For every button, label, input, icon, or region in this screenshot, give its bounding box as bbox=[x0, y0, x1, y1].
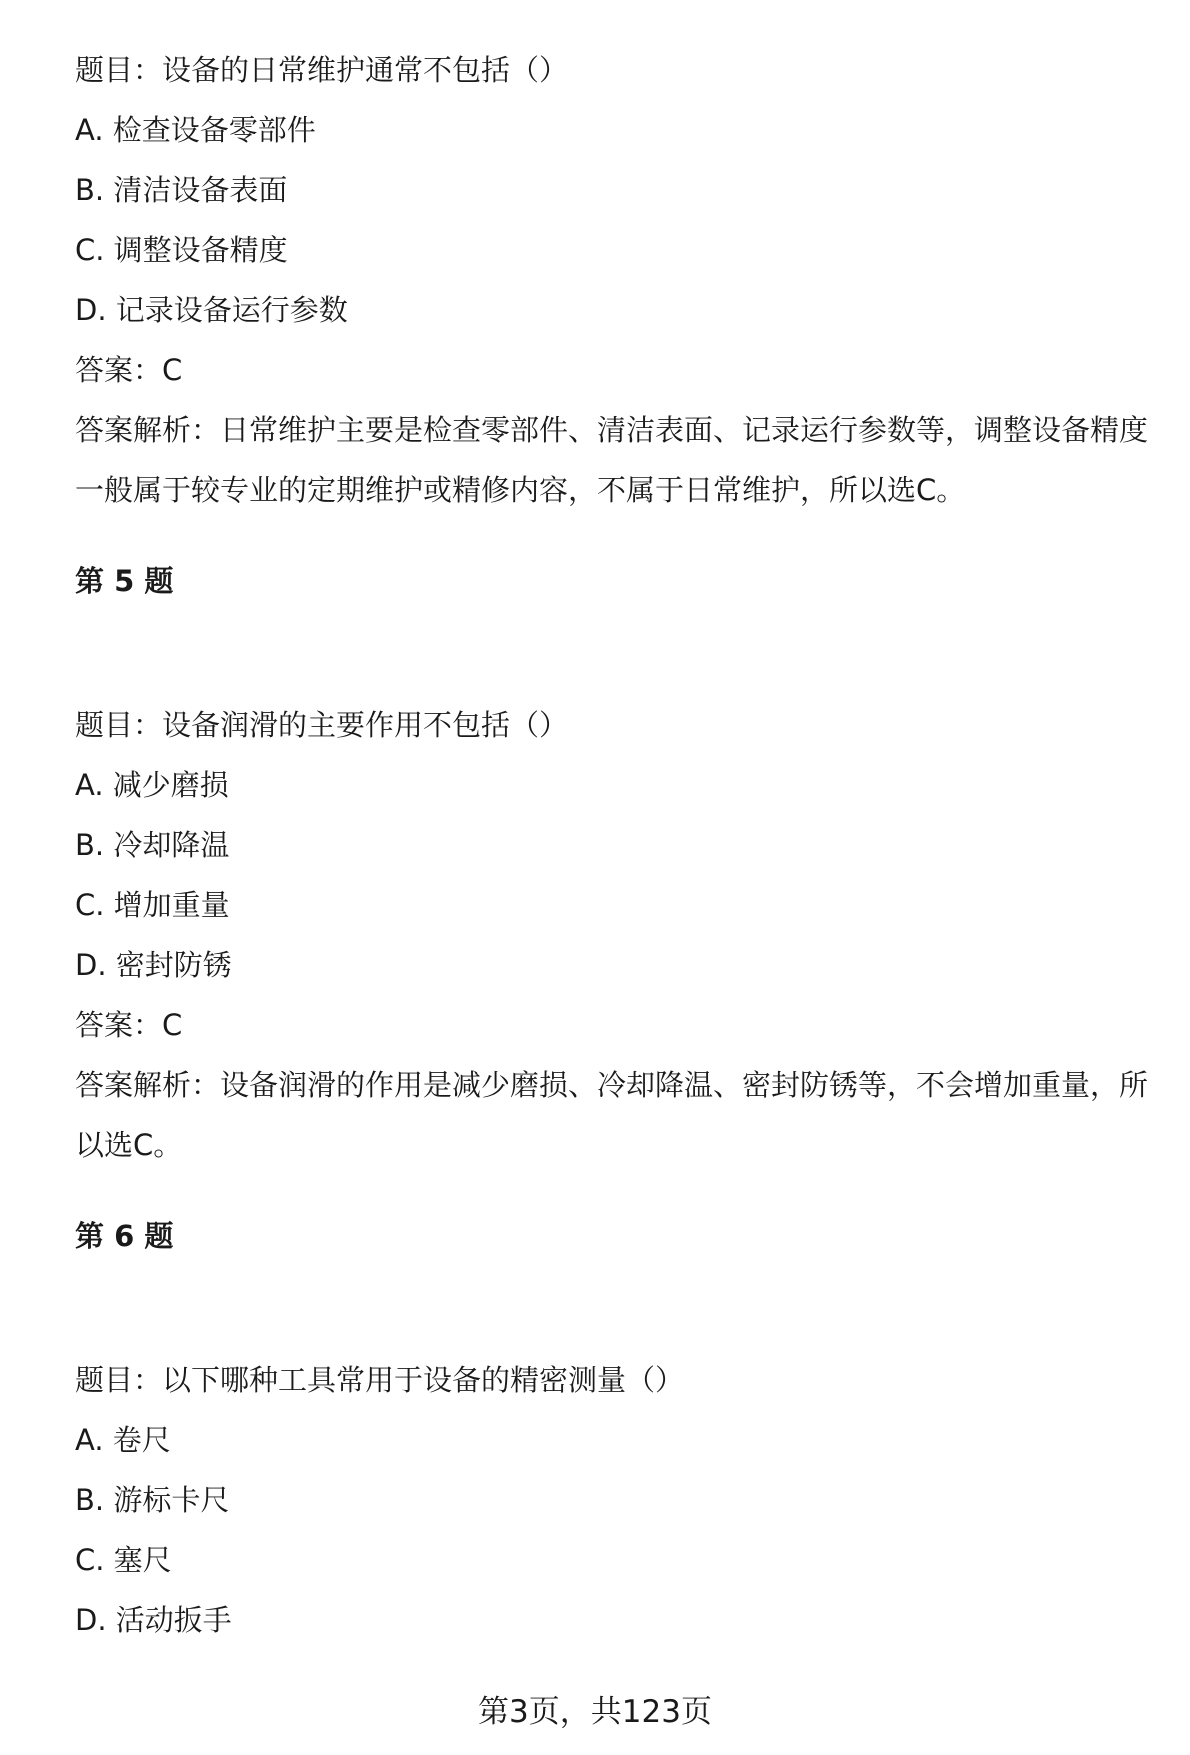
document-page bbox=[75, 40, 1165, 1650]
answer-text: 答案：C bbox=[75, 1008, 183, 1042]
question-heading-6: 第 6 题 bbox=[75, 1219, 174, 1253]
answer-text: 答案：C bbox=[75, 353, 183, 387]
question-block-5 bbox=[75, 695, 1165, 1175]
option-b: B. 游标卡尺 bbox=[75, 1483, 230, 1517]
option-a: A. 减少磨损 bbox=[75, 768, 229, 802]
option-d: D. 记录设备运行参数 bbox=[75, 293, 348, 327]
option-c: C. 调整设备精度 bbox=[75, 233, 288, 267]
page-number: 第3页，共123页 bbox=[478, 1694, 712, 1730]
question-block-4 bbox=[75, 40, 1165, 520]
question-heading-5: 第 5 题 bbox=[75, 564, 174, 598]
option-d: D. 活动扳手 bbox=[75, 1603, 232, 1637]
question-block-6 bbox=[75, 1350, 1165, 1650]
question-text: 题目：设备的日常维护通常不包括（） bbox=[75, 53, 569, 87]
option-d: D. 密封防锈 bbox=[75, 948, 232, 982]
option-c: C. 增加重量 bbox=[75, 888, 230, 922]
answer-explanation: 答案解析：设备润滑的作用是减少磨损、冷却降温、密封防锈等，不会增加重量，所以选C。 bbox=[75, 1068, 1149, 1162]
option-c: C. 塞尺 bbox=[75, 1543, 172, 1577]
option-a: A. 卷尺 bbox=[75, 1423, 171, 1457]
option-b: B. 清洁设备表面 bbox=[75, 173, 288, 207]
question-text: 题目：设备润滑的主要作用不包括（） bbox=[75, 708, 569, 742]
answer-explanation: 答案解析：日常维护主要是检查零部件、清洁表面、记录运行参数等，调整设备精度一般属于较专业的定期维护或精修内容，不属于日常维护，所以选C。 bbox=[75, 413, 1149, 507]
option-b: B. 冷却降温 bbox=[75, 828, 230, 862]
option-a: A. 检查设备零部件 bbox=[75, 113, 316, 147]
question-text: 题目：以下哪种工具常用于设备的精密测量（） bbox=[75, 1363, 685, 1397]
